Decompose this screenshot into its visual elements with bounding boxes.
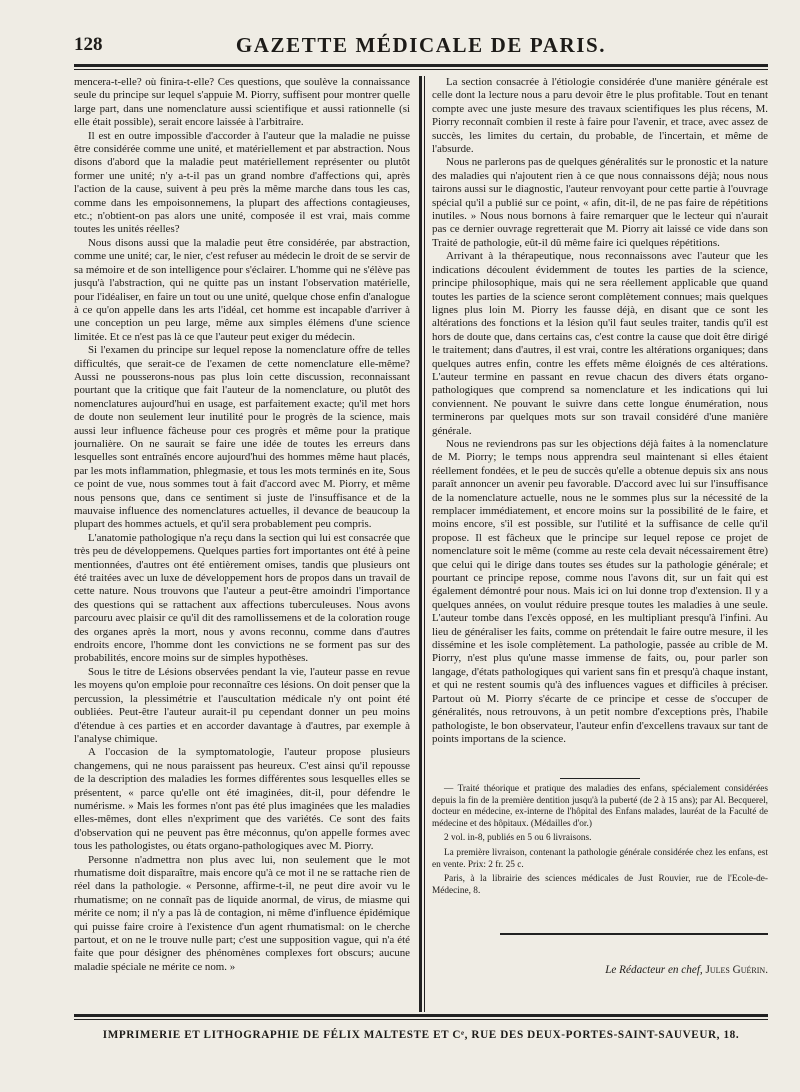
announcement-title: — Traité théorique et pratique des maladies des enfans, spécialement considérées depuis la fin de la première dentition jusqu'à la puberté (de 2 à 15 ans); par Al. Becquerel, docteur en médecine, ex-interne de l'hôpital des Enfans malades, lauréat de la Faculté de médecine et des hôpitaux. (Médailles d'or.) <box>432 784 768 829</box>
paragraph: Sous le titre de Lésions observées pendant la vie, l'auteur passe en revue les moyens qu'on emploie pour reconnaître ces lésions. On doit penser que la percussion, la plessimétrie et l'auscultation médicale n'y ont point été oubliées. Peut-être l'auteur aurait-il pu cependant donner un peu moins d'étendue à ces parties et en accorder davantage à d'autres, par exemple à l'analyse chimique. <box>74 665 410 745</box>
left-column <box>74 76 410 1011</box>
announcement-volumes: 2 vol. in-8, publiés en 5 ou 6 livraisons. <box>444 833 592 844</box>
right-column <box>432 76 768 746</box>
paragraph: Nous disons aussi que la maladie peut être considérée, par abstraction, comme une unité; car, le nier, c'est refuser au médecin le droit de se servir de sa mémoire et de son intelligence pour s'éclairer. L'homme qui ne s'élève pas jusqu'à l'abstraction, qui ne quitte pas un instant l'observation matérielle, pour l'idéaliser, en faire un tout ou une unité, quelque chose enfin d'analogue à ce qu'on appelle dans les arts l'idéal, cet homme est incapable d'arriver à une conception un peu large, même aux simples élémens d'une science limitée. Et ce n'est pas là ce que l'auteur peut exiger du médecin. <box>74 236 410 343</box>
paragraph: Arrivant à la thérapeutique, nous reconnaissons avec l'auteur que les indications découlent évidemment de toutes les parties de la science, principe philosophique, mais qui ne sera réellement applicable que quand toutes les parties de la science seront complètement connues; mais quelques lignes plus loin M. Piorry les fausse déjà, en disant que ce sont les altérations des fonctions et la lésion qu'il faut seules traiter, tandis qu'il est hors de doute que, dans certains cas, c'est contre la cause que doit être dirigé le traitement; dans d'autres, il est vrai, contre les altérations organiques; dans quelques autres enfin, contre les effets même éloignés de ces altérations. L'auteur termine en passant en revue chacun des divers états organo-pathologiques que comprend sa nomenclature et les indications qui lui conviennent. Ne pouvant le suivre dans cette longue énumération, nous terminerons par quelques mots sur son travail considéré d'une manière générale. <box>432 250 768 437</box>
page-number: 128 <box>74 34 103 55</box>
column-divider-thin <box>424 76 425 1012</box>
printer-imprint: IMPRIMERIE ET LITHOGRAPHIE DE FÉLIX MALTESTE ET Cᵉ, RUE DES DEUX-PORTES-SAINT-SAUVEUR, 18. <box>102 1029 740 1041</box>
signature-label: Le Rédacteur en chef, <box>605 964 703 976</box>
paragraph: mencera-t-elle? où finira-t-elle? Ces questions, que soulève la connaissance seule du principe sur lequel s'appuie M. Piorry, suffisent pour montrer quelle large part, dans une nomenclature aussi scientifique et aussi rationnelle (si elle était possible), serait encore laissée à l'arbitraire. <box>74 76 410 129</box>
footer-rule-thin <box>74 1019 768 1020</box>
header-rule-thick <box>74 64 768 67</box>
column-divider <box>419 76 422 1012</box>
signature-rule <box>500 933 768 935</box>
paragraph: La section consacrée à l'étiologie considérée d'une manière générale est celle dont la lecture nous a paru devoir être le plus profitable. Tout en tenant compte avec une juste mesure des travaux scientifiques les plus récens, M. Piorry reconnaît combien il reste à faire pour l'avenir, et trace, avec assez de succès, les limites du certain, du probable, de l'incertain, et même de l'absurde. <box>432 76 768 156</box>
paragraph: Nous ne parlerons pas de quelques généralités sur le pronostic et la nature des maladies qui n'ajoutent rien à ce que nous connaissons déjà; nous nous tairons aussi sur le diagnostic, l'auteur renvoyant pour cette partie à l'ouvrage spécial qu'il a publié sur ce point, « afin, dit-il, de ne pas faire de répétitions inutiles. » Nous nous bornons à faire remarquer que le lecteur qui n'aurait pas ce dernier ouvrage regretterait que M. Piorry ait laissé ce vide dans son Traité de pathologie, eût-il dû même faire ici quelques répétitions. <box>432 156 768 249</box>
page-header <box>74 30 768 64</box>
signature-name: Jules Guérin. <box>705 964 768 976</box>
footer-rule-thick <box>74 1014 768 1017</box>
paragraph: A l'occasion de la symptomatologie, l'auteur propose plusieurs changemens, qui ne nous paraissent pas heureux. C'est ainsi qu'il repousse de la description des maladies les formes différentes sous lesquelles elles se présentent, « parce qu'elle ont été imaginées, dit-il, pour défendre le numérisme. » Mais les formes n'ont pas été plus imaginées que les maladies elles-mêmes, dont elles n'expriment que des variétés. Ce sont des faits d'observation qui ne peuvent pas être méconnus, qu'on appelle formes avec tous les pathologistes, ou états organo-pathologiques avec M. Piorry. <box>74 746 410 853</box>
announcement-publisher: Paris, à la librairie des sciences médicales de Just Rouvier, rue de l'Ecole-de-Médecine, 8. <box>432 874 768 896</box>
section-separator <box>560 778 640 779</box>
paragraph: Personne n'admettra non plus avec lui, non seulement que le mot rhumatisme doit disparaître, mais encore qu'à ce mot il ne se rattache rien de réel dans la pathologie. « Personne, affirme-t-il, ne peut dire avoir vu le rhumatisme; on ne connaît pas de liquide anormal, de virus, de miasme qui mérite ce nom; il n'y a pas là de contagion, ni même d'influence épidémique qui puisse faire croire à l'existence d'un agent rhumatismal: on le cherche partout, et on ne le trouve nulle part; c'est une supposition vague, qui n'a été faite que pour désigner des phénomènes complexes fort obscurs; aucune maladie spéciale ne mérite ce nom. » <box>74 853 410 973</box>
announcement-price: La première livraison, contenant la pathologie générale considérée chez les enfans, est en vente. Prix: 2 fr. 25 c. <box>432 847 768 870</box>
paragraph: L'anatomie pathologique n'a reçu dans la section qui lui est consacrée que très peu de développemens. Quelques parties fort importantes ont été à peine mentionnées, d'autres ont été entièrement omises, tandis que plusieurs ont été traitées avec un luxe de développement hors de propos dans un travail de cette nature. Nous trouvons que l'auteur a peut-être amoindri l'importance des questions qui se rattachent aux affections tuberculeuses. Nous avons parcouru avec plaisir ce qu'il dit des ramollissemens et de la coloration rouge des organes après la mort, nous y avons reconnu, comme dans d'autres endroits encore, l'homme dont les convictions ne se forment pas sur des probabilités, encore moins sur de simples hypothèses. <box>74 531 410 665</box>
book-announcement <box>432 784 768 900</box>
journal-title: GAZETTE MÉDICALE DE PARIS. <box>235 33 607 57</box>
paragraph: Si l'examen du principe sur lequel repose la nomenclature offre de telles difficultés, que serait-ce de l'examen de cette nomenclature elle-même? Aussi ne pousserons-nous pas plus loin cette discussion, reconnaissant pourtant que la critique que fait l'auteur de la nomenclature, ou plutôt des nomenclatures aujourd'hui en usage, est parfaitement exacte; qu'il met hors de doute non seulement leur inutilité pour le progrès de la science, mais aussi leur influence fâcheuse pour ces progrès et même pour la pratique journalière. On ne saurait se faire une idée de toutes les erreurs dans lesquelles sont entraînés encore aujourd'hui des hommes même haut placés, par les mots inflammation, phlegmasie, et tous les mots terminés en ite, Sous ce point de vue, nous sommes tout à fait d'accord avec M. Piorry, et même nous pensons que, dans ce sentiment si juste de l'insuffisance et de la mauvaise influence des nomenclatures actuelles, il devance de beaucoup la plupart des hommes actuels, et qu'il sera probablement peu compris. <box>74 344 410 531</box>
editor-signature <box>432 964 768 976</box>
paragraph: Il est en outre impossible d'accorder à l'auteur que la maladie ne puisse être considérée comme une unité, et matériellement et par abstraction. Nous disons d'abord que la maladie peut matériellement représenter ou plutôt former une unité; n'y a-t-il pas un grand nombre d'affections qui, après l'action de la cause, suivent à peu près la même marche dans tous les cas, comme dans les empoisonnemens, la plupart des affections contagieuses, etc.; n'obtient-on pas alors une unité, composée il est vrai, mais comme toutes les unités réelles? <box>74 129 410 236</box>
header-rule-thin <box>74 69 768 70</box>
paragraph: Nous ne reviendrons pas sur les objections déjà faites à la nomenclature de M. Piorry; le temps nous apprendra seul maintenant si elles étaient réellement fondées, et le peu de succès qu'elle a obtenue depuis six ans nous paraît annoncer un avenir peu favorable. D'accord avec lui sur l'insuffisance de la nomenclature actuelle, nous ne le sommes plus sur la nécessité de la remplacer immédiatement, et encore moins sur la possibilité de le faire, et moins encore, s'il est possible, sur l'utilité et la suffisance de celle qu'il propose. Il est fâcheux que le principe sur lequel repose ce projet de nomenclature soit le même (comme au reste cela devait nécessairement être) que celui qui le dirige dans toutes ses études sur la pathologie générale; et pourtant ce principe repose, comme nous l'avons dit, sur un fait qui est également démontré pour nous. Mais ici on lui donne trop d'extension. Il y a quelques années, on voulut réduire presque toutes les maladies à une seule. L'auteur tombe dans l'excès opposé, en les multipliant presqu'à l'infini. Au lieu de généraliser les faits, comme on prétendait le faire outre mesure, il les dissémine et les isole complètement. La pathologie, passée au crible de M. Piorry, n'est plus qu'une masse immense de faits, ou, pour parler son langage, d'états pathologiques qui varient sans fin et presqu'à chaque instant, et qui ne restent soumis qu'à des influences vagues et difficiles à préciser. Partout où M. Piorry s'écarte de ce principe et cesse de s'occuper de généralités, nous retrouvons, à un petit nombre d'exceptions près, l'habile pathologiste, le bon observateur, l'auteur enfin d'excellens travaux sur tant de points importans de la science. <box>432 437 768 745</box>
